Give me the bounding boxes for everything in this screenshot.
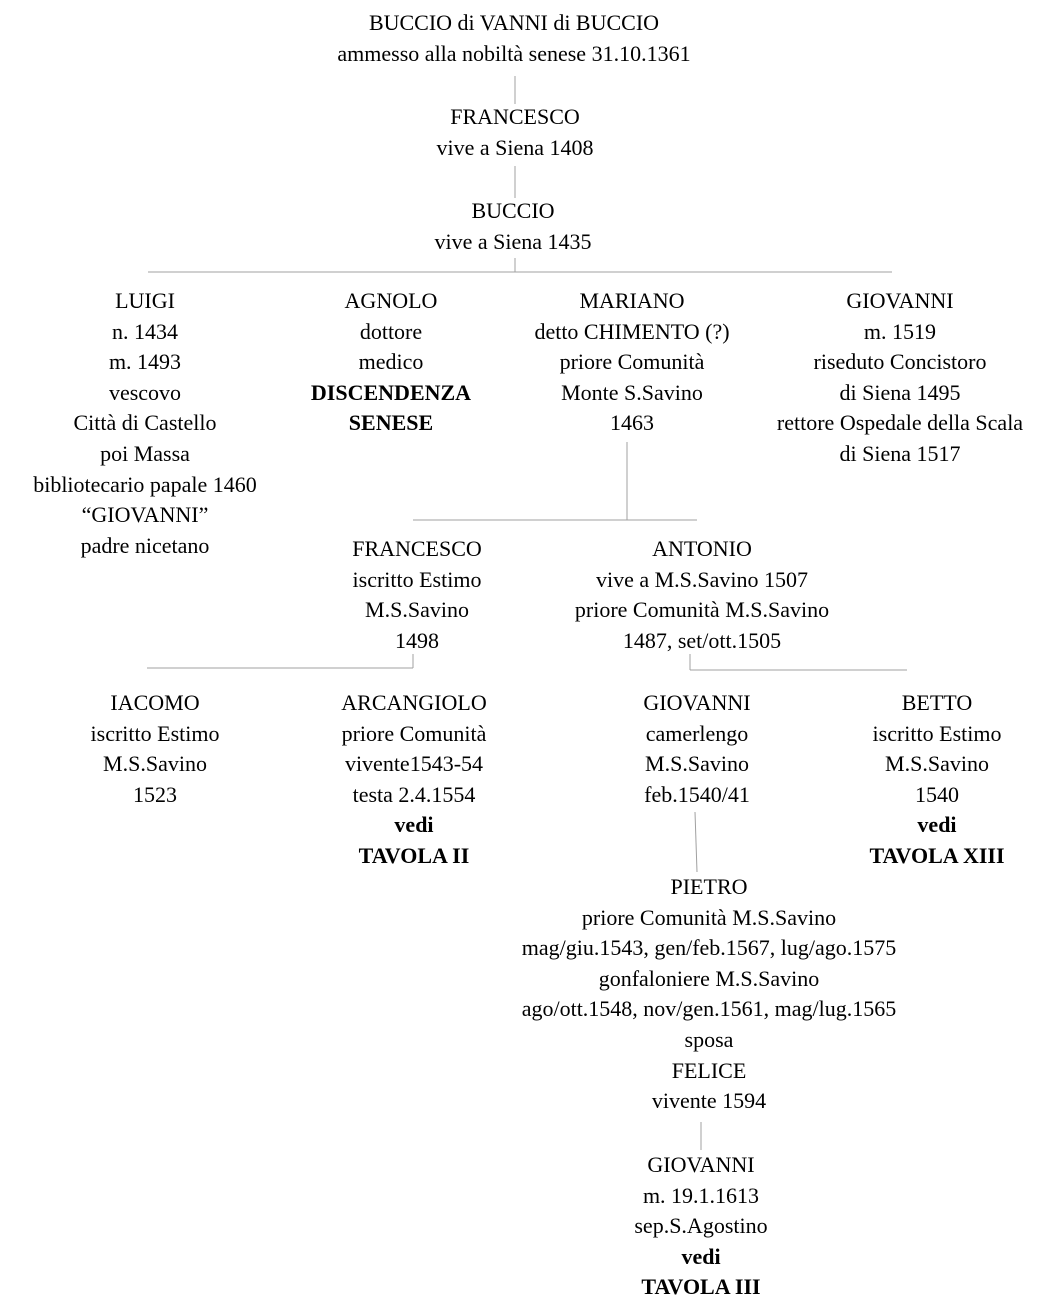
person-name: AGNOLO <box>344 288 438 313</box>
cross-reference: TAVOLA XIII <box>869 842 1005 868</box>
person-note: riseduto Concistoro <box>813 349 987 375</box>
cross-reference: TAVOLA II <box>358 842 470 868</box>
person-pietro <box>522 872 897 1117</box>
person-note: 1487, set/ott.1505 <box>622 627 782 653</box>
person-name: PIETRO <box>670 874 748 899</box>
connector-giovanni-pietro <box>695 812 697 872</box>
person-note: medico <box>358 349 424 375</box>
person-note: ago/ott.1548, nov/gen.1561, mag/lug.1565 <box>521 996 897 1022</box>
person-note: vive a M.S.Savino 1507 <box>595 566 809 592</box>
cross-reference: vedi <box>681 1243 721 1269</box>
person-name: GIOVANNI <box>846 288 954 313</box>
person-name: FRANCESCO <box>352 536 482 561</box>
person-name: BUCCIO <box>471 198 555 223</box>
person-note: M.S.Savino <box>645 751 749 777</box>
person-note: vescovo <box>108 379 182 405</box>
person-name: GIOVANNI <box>643 690 751 715</box>
person-note: m. 1519 <box>863 318 937 344</box>
cross-reference: DISCENDENZA <box>310 379 472 405</box>
person-antonio <box>575 534 829 656</box>
person-note: sep.S.Agostino <box>634 1213 768 1239</box>
person-note: m. 1493 <box>108 349 182 375</box>
person-note: padre nicetano <box>80 532 210 558</box>
person-note: “GIOVANNI” <box>81 502 209 528</box>
person-note: M.S.Savino <box>885 751 989 777</box>
person-note: mag/giu.1543, gen/feb.1567, lug/ago.1575 <box>521 935 897 961</box>
person-note: dottore <box>359 318 423 344</box>
cross-reference: TAVOLA III <box>641 1274 761 1300</box>
person-giovanni-3 <box>634 1150 767 1303</box>
person-note: 1463 <box>610 410 654 436</box>
person-note: di Siena 1517 <box>839 440 961 466</box>
person-betto <box>869 688 1004 872</box>
person-note: iscritto Estimo <box>872 720 1002 746</box>
person-buccio <box>434 196 591 257</box>
person-name: GIOVANNI <box>647 1152 755 1177</box>
person-agnolo <box>311 286 471 439</box>
person-note: priore Comunità M.S.Savino <box>581 904 837 930</box>
person-note: 1498 <box>395 627 439 653</box>
person-name: LUIGI <box>115 288 175 313</box>
person-note: vive a Siena 1435 <box>434 228 592 254</box>
person-name: IACOMO <box>110 690 200 715</box>
person-note: camerlengo <box>645 720 749 746</box>
person-note: testa 2.4.1554 <box>352 781 476 807</box>
person-note: feb.1540/41 <box>644 781 750 807</box>
person-giovanni-2 <box>643 688 750 810</box>
cross-reference: vedi <box>917 812 957 838</box>
person-note: Monte S.Savino <box>561 379 703 405</box>
spouse-name: FELICE <box>671 1057 747 1083</box>
person-note: 1523 <box>132 781 177 807</box>
person-note: priore Comunità M.S.Savino <box>574 597 830 623</box>
person-francesco-1 <box>436 102 593 163</box>
person-note: rettore Ospedale della Scala <box>776 410 1024 436</box>
person-note: ammesso alla nobiltà senese 31.10.1361 <box>337 40 691 66</box>
person-note: di Siena 1495 <box>839 379 961 405</box>
person-note: poi Massa <box>100 440 190 466</box>
person-name: BUCCIO di VANNI di BUCCIO <box>368 10 660 35</box>
person-note: iscritto Estimo <box>352 566 482 592</box>
person-note: M.S.Savino <box>103 751 207 777</box>
person-iacomo <box>91 688 220 810</box>
cross-reference: vedi <box>394 812 434 838</box>
person-name: BETTO <box>901 690 973 715</box>
person-note: n. 1434 <box>112 318 178 344</box>
person-note: detto CHIMENTO (?) <box>534 318 730 344</box>
person-name: ANTONIO <box>652 536 752 561</box>
cross-reference: SENESE <box>348 410 434 436</box>
person-note: vivente1543-54 <box>344 751 484 777</box>
person-note: priore Comunità <box>559 349 705 375</box>
person-note: vivente 1594 <box>651 1088 767 1114</box>
person-note: sposa <box>684 1026 734 1052</box>
person-name: MARIANO <box>579 288 685 313</box>
person-mariano <box>534 286 729 439</box>
person-francesco-2 <box>352 534 482 656</box>
person-note: bibliotecario papale 1460 <box>33 471 257 497</box>
person-note: vive a Siena 1408 <box>436 134 594 160</box>
person-note: 1540 <box>914 781 959 807</box>
person-name: ARCANGIOLO <box>341 690 487 715</box>
person-note: Città di Castello <box>73 410 217 436</box>
person-note: M.S.Savino <box>365 597 469 623</box>
person-note: iscritto Estimo <box>90 720 220 746</box>
person-name: FRANCESCO <box>450 104 580 129</box>
person-note: m. 19.1.1613 <box>642 1182 760 1208</box>
person-note: gonfaloniere M.S.Savino <box>598 965 820 991</box>
person-note: priore Comunità <box>341 720 487 746</box>
person-buccio-di-vanni <box>337 8 690 69</box>
person-giovanni-1 <box>777 286 1023 470</box>
person-luigi <box>33 286 257 561</box>
person-arcangiolo <box>341 688 486 872</box>
